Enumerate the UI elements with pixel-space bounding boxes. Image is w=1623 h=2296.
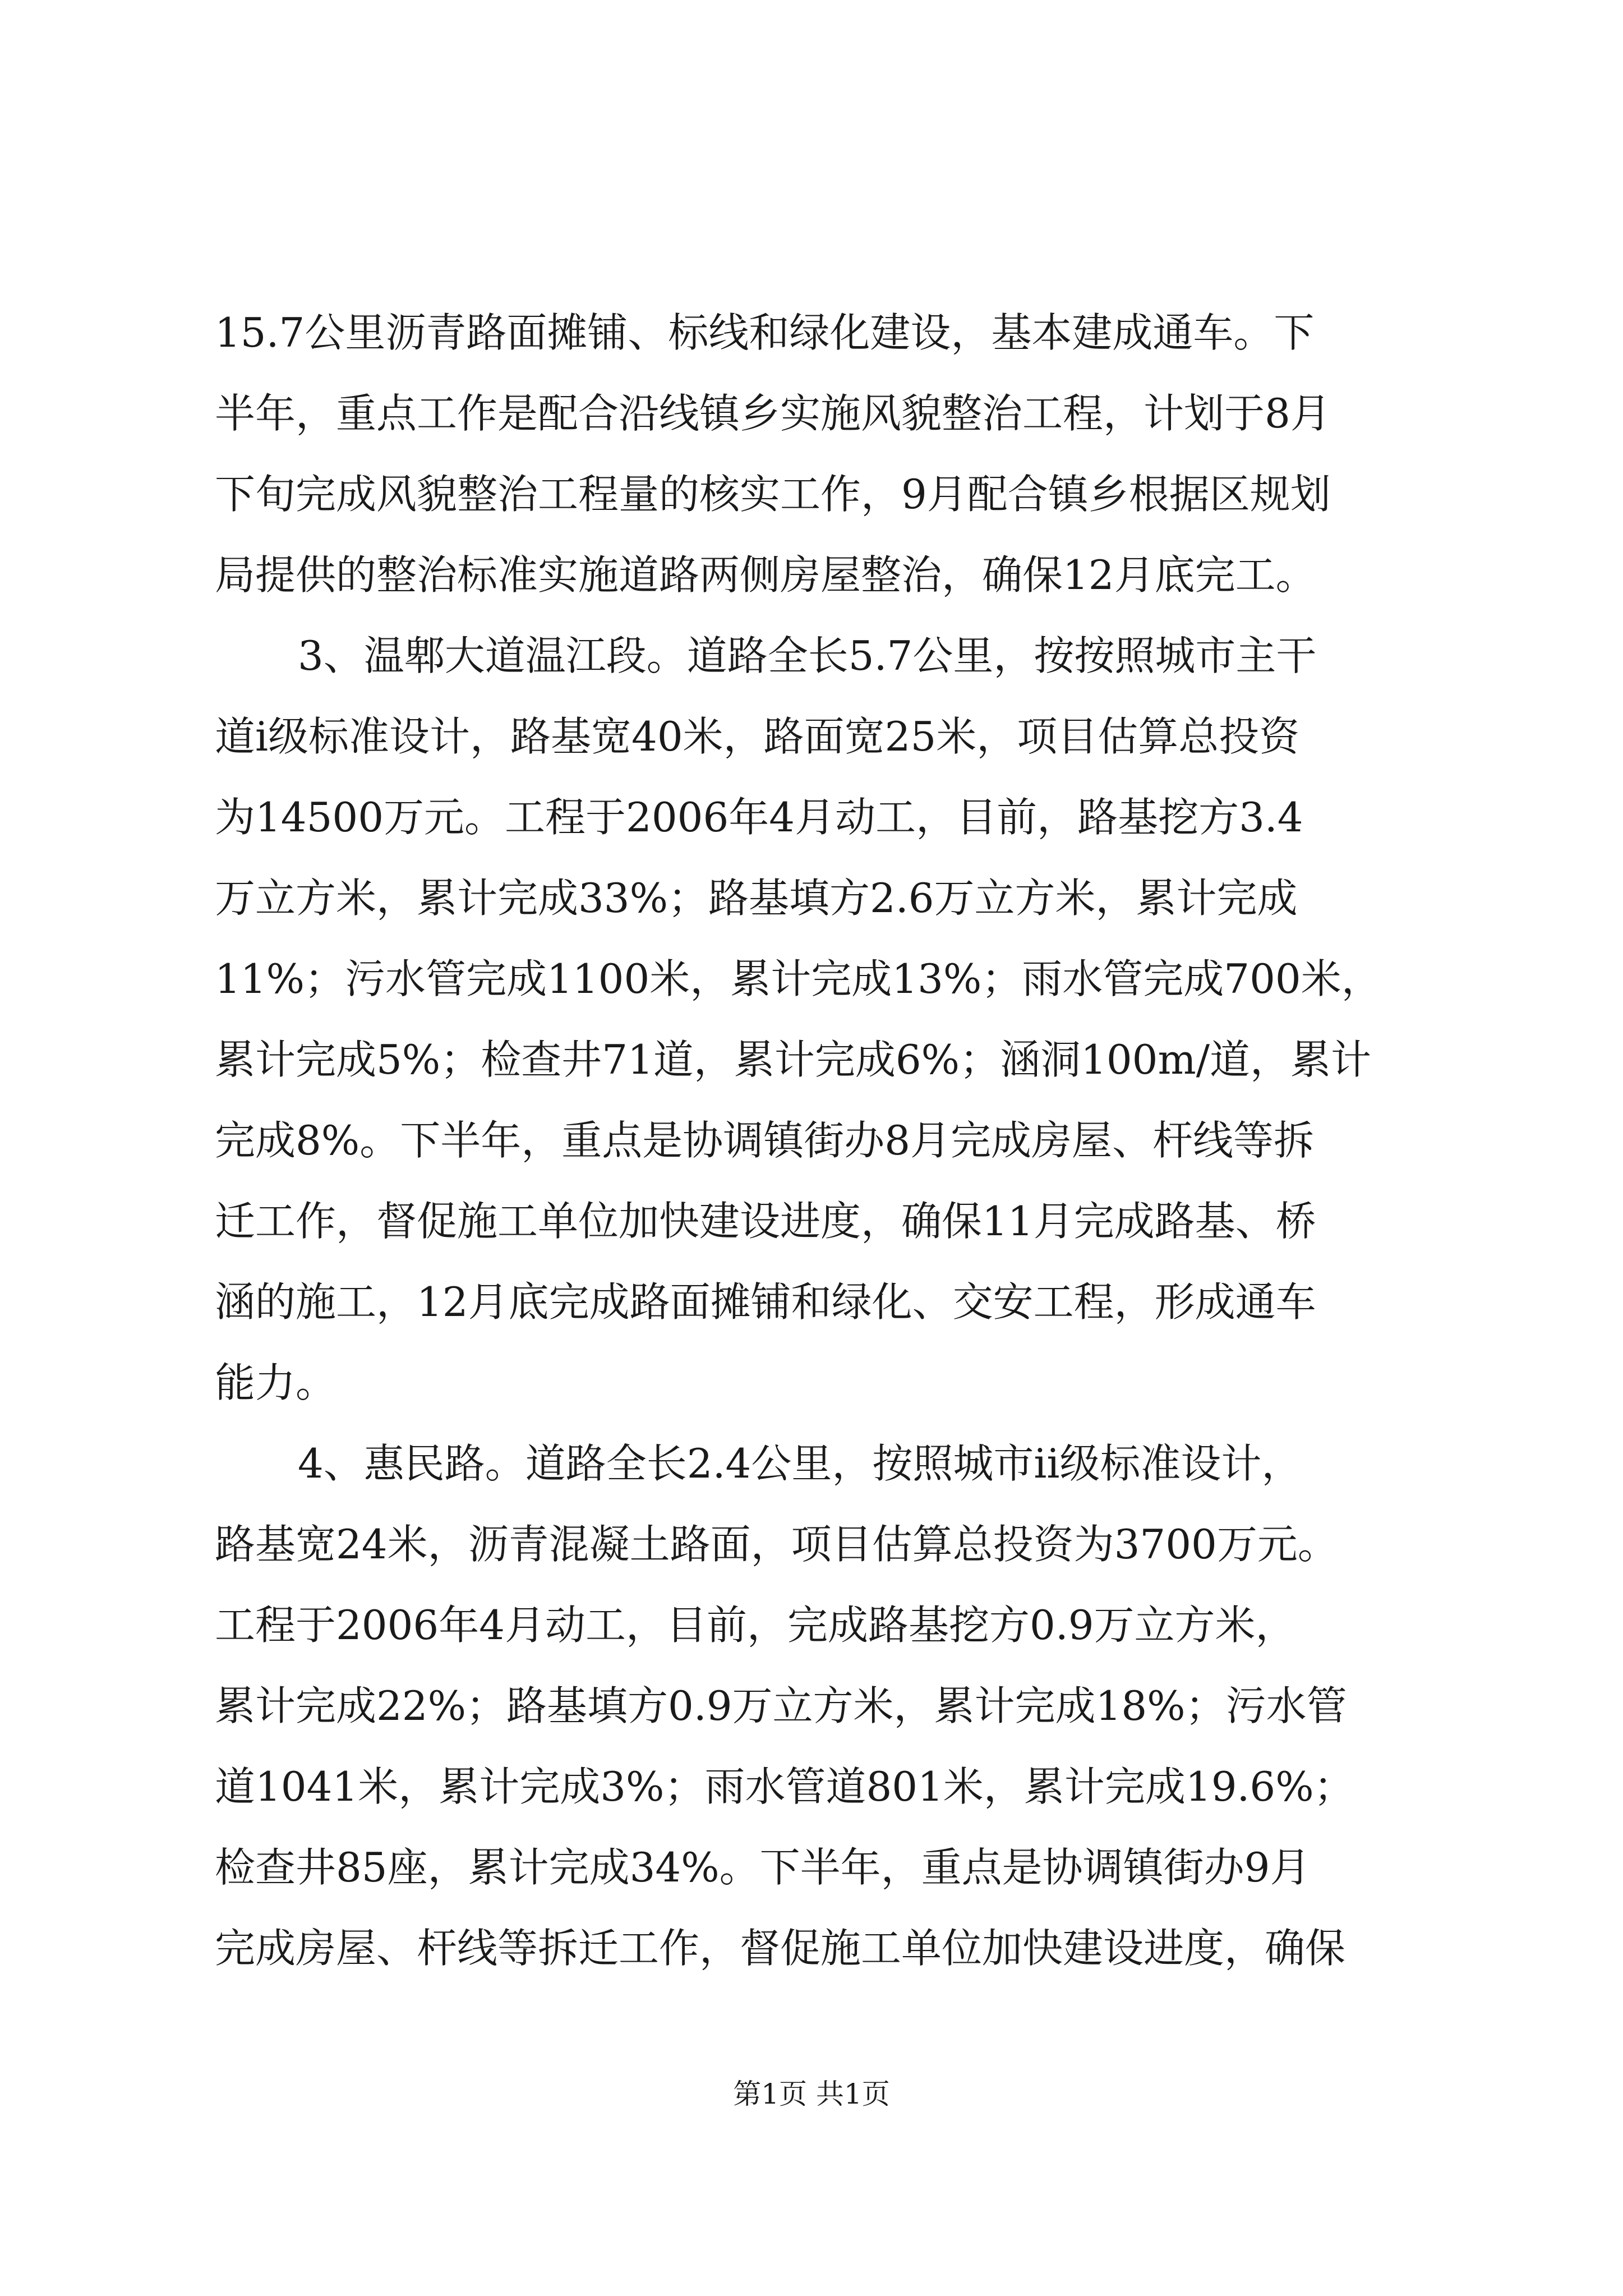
text-line: 检查井85座，累计完成34%。下半年，重点是协调镇街办9月	[215, 1844, 1311, 1891]
text-line: 11%；污水管完成1100米，累计完成13%；雨水管完成700米，	[215, 955, 1382, 1002]
paragraph-first-line: 4、惠民路。道路全长2.4公里，按照城市ii级标准设计，	[298, 1440, 1302, 1487]
text-line: 完成8%。下半年，重点是协调镇街办8月完成房屋、杆线等拆	[215, 1117, 1315, 1164]
text-line: 为14500万元。工程于2006年4月动工，目前，路基挖方3.4	[215, 794, 1303, 841]
paragraph-first-line: 3、温郫大道温江段。道路全长5.7公里，按按照城市主干	[298, 632, 1317, 679]
text-line: 下旬完成风貌整治工程量的核实工作，9月配合镇乡根据区规划	[215, 471, 1331, 518]
text-line: 半年，重点工作是配合沿线镇乡实施风貌整治工程，计划于8月	[215, 390, 1331, 437]
text-line: 迁工作，督促施工单位加快建设进度，确保11月完成路基、桥	[215, 1198, 1316, 1245]
page-number-footer: 第1页 共1页	[733, 2078, 890, 2110]
text-line: 累计完成5%；检查井71道，累计完成6%；涵洞100m/道，累计	[215, 1036, 1372, 1083]
text-line: 道i级标准设计，路基宽40米，路面宽25米，项目估算总投资	[215, 713, 1300, 760]
text-line: 局提供的整治标准实施道路两侧房屋整治，确保12月底完工。	[215, 551, 1316, 599]
text-line: 路基宽24米，沥青混凝土路面，项目估算总投资为3700万元。	[215, 1521, 1338, 1568]
text-line: 15.7公里沥青路面摊铺、标线和绿化建设，基本建成通车。下	[215, 309, 1315, 356]
text-line: 累计完成22%；路基填方0.9万立方米，累计完成18%；污水管	[215, 1682, 1347, 1729]
text-line: 涵的施工，12月底完成路面摊铺和绿化、交安工程，形成通车	[215, 1278, 1316, 1326]
text-line: 道1041米，累计完成3%；雨水管道801米，累计完成19.6%；	[215, 1763, 1354, 1810]
text-line: 万立方米，累计完成33%；路基填方2.6万立方米，累计完成	[215, 875, 1298, 922]
text-line: 能力。	[215, 1359, 336, 1406]
text-line: 工程于2006年4月动工，目前，完成路基挖方0.9万立方米，	[215, 1602, 1296, 1649]
text-line: 完成房屋、杆线等拆迁工作，督促施工单位加快建设进度，确保	[215, 1925, 1346, 1972]
